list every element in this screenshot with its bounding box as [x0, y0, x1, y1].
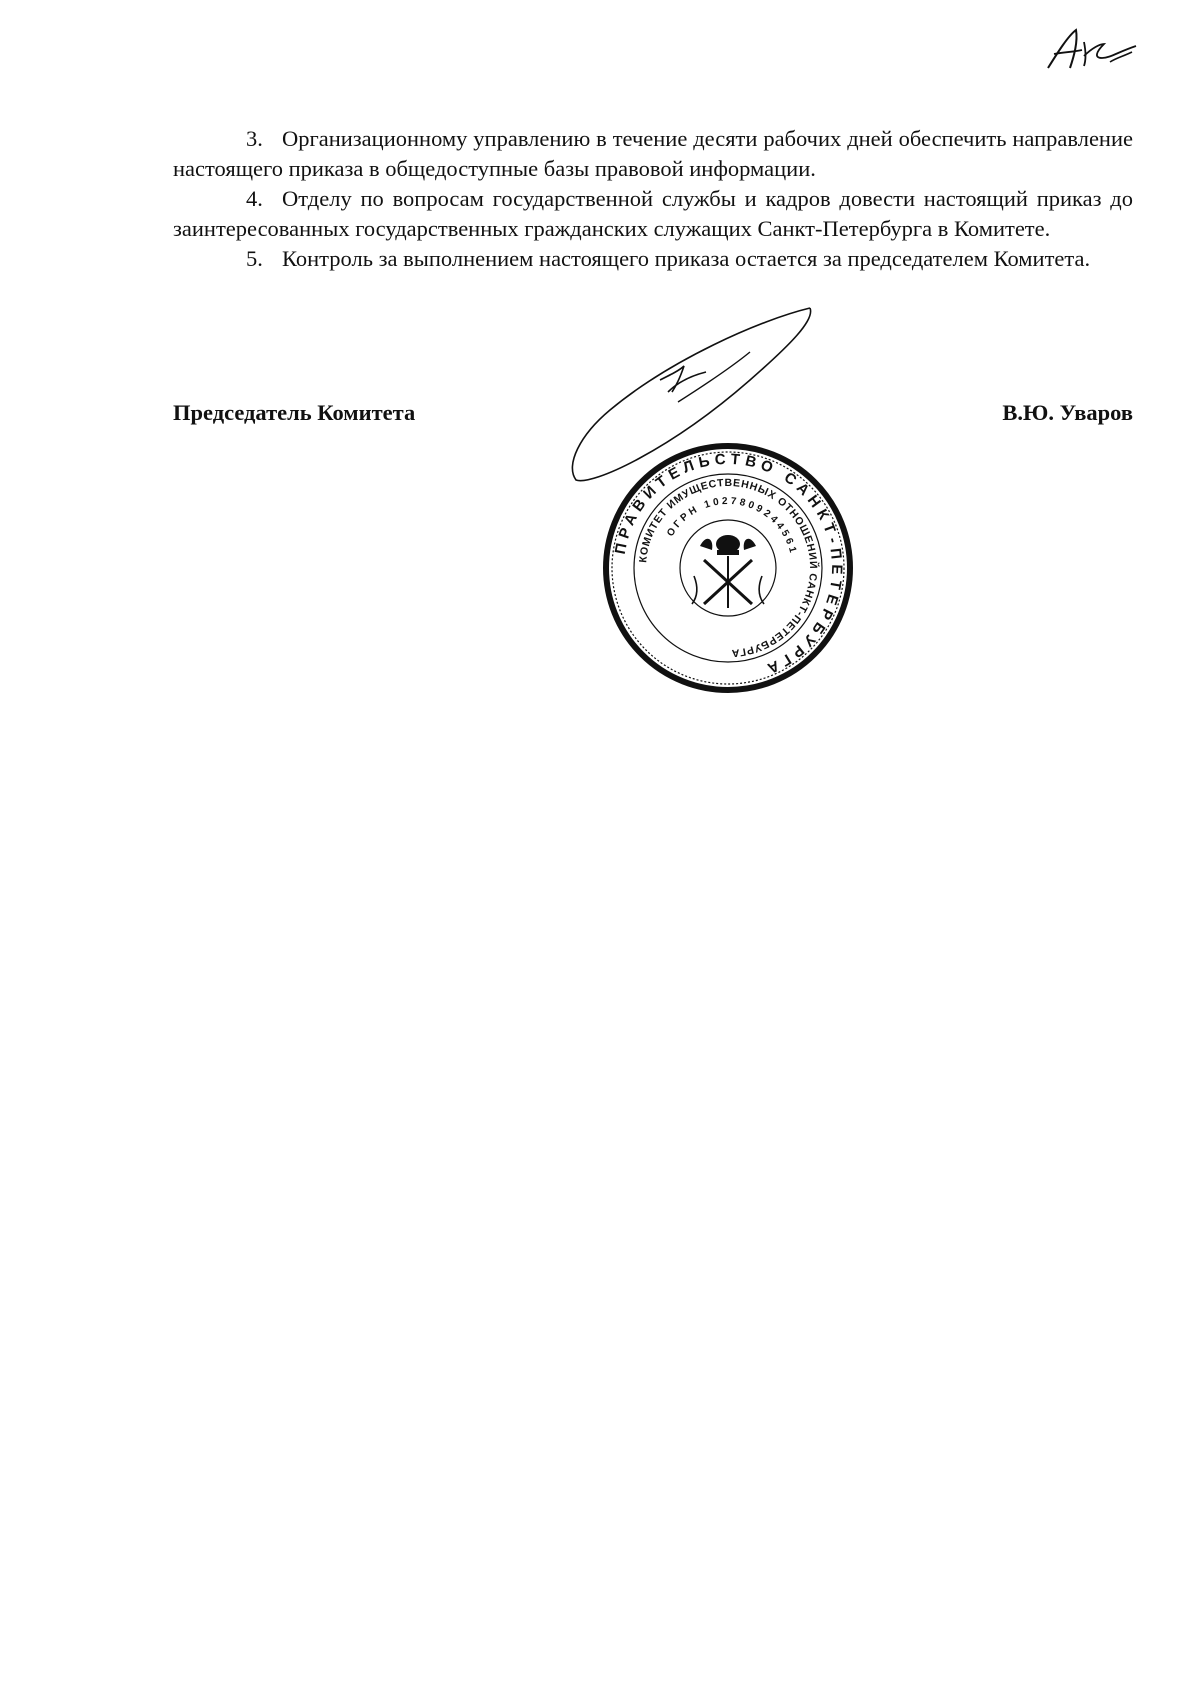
paragraph-number: 4.: [246, 186, 263, 211]
signatory-position: Председатель Комитета: [173, 400, 416, 425]
signatory-name: В.Ю. Уваров: [1002, 400, 1133, 425]
seal-emblem: [692, 535, 764, 608]
handwritten-initials-mark: [1040, 22, 1140, 74]
paragraph-text: Контроль за выполнением настоящего приказа остается за председателем Комитета.: [282, 246, 1091, 271]
paragraph-text: Отделу по вопросам государственной службы и кадров довести настоящий приказ до заинтересованных государственных гражданских служащих Санкт-Петербурга в Комитете.: [173, 186, 1133, 241]
paragraph-3: [173, 124, 1133, 184]
paragraph-5: [173, 244, 1133, 274]
paragraph-number: 3.: [246, 126, 263, 151]
official-seal: [598, 438, 858, 698]
paragraph-text: Организационному управлению в течение десяти рабочих дней обеспечить направление настоящего приказа в общедоступные базы правовой информации.: [173, 126, 1133, 181]
svg-text:КОМИТЕТ ИМУЩЕСТВЕННЫХ ОТНОШЕНИ: КОМИТЕТ ИМУЩЕСТВЕННЫХ ОТНОШЕНИЙ САНКТ-ПЕТЕРБУРГА: [637, 476, 820, 660]
svg-text:ОГРН 1027809244561: ОГРН 1027809244561: [665, 495, 799, 557]
order-body: [173, 124, 1133, 274]
paragraph-number: 5.: [246, 246, 263, 271]
svg-text:ПРАВИТЕЛЬСТВО САНКТ-ПЕТЕРБУРГА: ПРАВИТЕЛЬСТВО САНКТ-ПЕТЕРБУРГА: [611, 450, 846, 679]
paragraph-4: [173, 184, 1133, 244]
